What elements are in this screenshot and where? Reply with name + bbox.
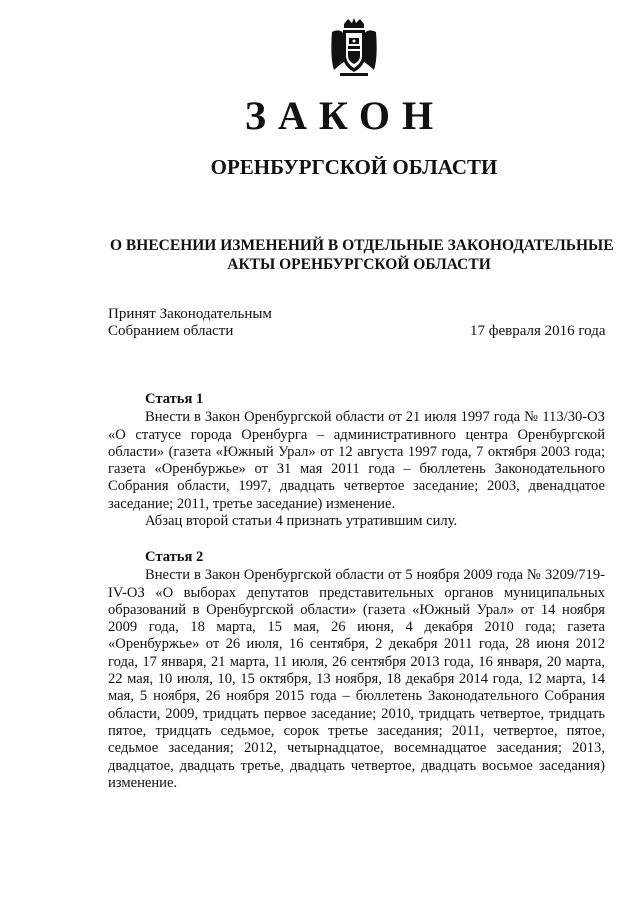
adoption-line-2: Собранием области [108,323,234,339]
law-subject-line-2: АКТЫ ОРЕНБУРГСКОЙ ОБЛАСТИ [227,256,491,273]
document-subtitle: ОРЕНБУРГСКОЙ ОБЛАСТИ [210,155,498,179]
article-paragraph: Внести в Закон Оренбургской области от 5 ноября 2009 года № 3209/719-IV-ОЗ «О выборах депутатов представительных органов муниципальных образований в Оренбургской области» (газета «Южный Урал» от 14 ноября 2009 года, 18 марта, 15 мая, 26 июня, 4 декабря 2010 года; газета «Оренбуржье» от 26 июля, 16 сентября, 2 декабря 2011 года, 28 июня 2012 года, 17 января, 21 марта, 11 июля, 26 сентября 2013 года, 16 января, 20 марта, 22 мая, 10 июля, 10, 15 октября, 13 ноября, 18 декабря 2014 года, 12 марта, 14 мая, 5 ноября, 26 ноября 2015 года – бюллетень Законодательного Собрания области, 2009, тридцать первое заседание; 2010, тридцать четвертое, тридцать пятое, тридцать седьмое, сорок третье заседания; 2011, четвертое, пятое, седьмое заседания; 2012, четырнадцатое, восемнадцатое заседания; 2013, двадцатое, двадцать третье, двадцать четвертое, двадцать восьмое заседания) изменение. [108,567,605,791]
law-subject [110,236,614,274]
article-title: Статья 2 [145,549,204,565]
article-title: Статья 1 [145,391,204,407]
adoption-date: 17 февраля 2016 года [470,323,606,339]
article-1 [108,391,605,530]
article-paragraph: Внести в Закон Оренбургской области от 21 июля 1997 года № 113/30-ОЗ «О статусе города Оренбурга – административного центра Оренбургской области» (газета «Южный Урал» от 12 августа 1997 года, 7 октября 2003 года; газета «Оренбуржье» от 31 мая 2011 года – бюллетень Законодательного Собрания области, 1997, двадцать четвертое заседание; 2003, двенадцатое заседание; 2011, третье заседание) изменение. [108,409,605,512]
adoption-line-1: Принят Законодательным [108,306,272,322]
article-paragraph: Абзац второй статьи 4 признать утратившим силу. [145,513,458,530]
law-subject-line-1: О ВНЕСЕНИИ ИЗМЕНЕНИЙ В ОТДЕЛЬНЫЕ ЗАКОНОДАТЕЛЬНЫЕ [110,237,614,254]
document-title: ЗАКОН [244,93,446,138]
article-2 [108,549,605,792]
coat-of-arms-icon [328,18,380,78]
adoption-info [108,306,272,340]
